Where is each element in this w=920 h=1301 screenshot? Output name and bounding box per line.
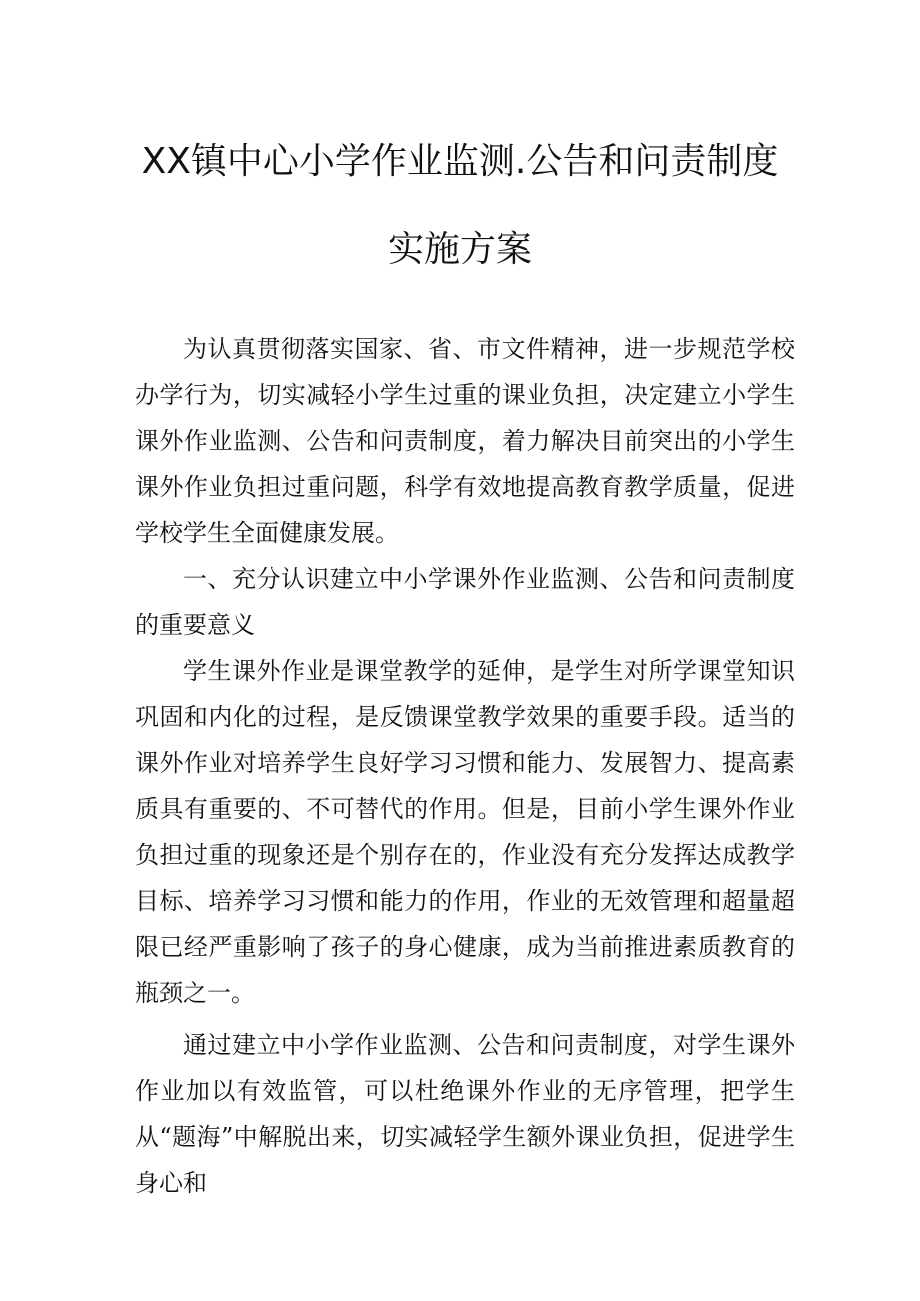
document-title-line-2: 实施方案 (387, 229, 532, 270)
paragraph-intro: 为认真贯彻落实国家、省、市文件精神，进一步规范学校办学行为，切实减轻小学生过重的课业负担，决定建立小学生课外作业监测、公告和问责制度，着力解决目前突出的小学生课外作业负担过重问题，科学有效地提高教育教学质量，促进学校学生全面健康发展。 (135, 335, 795, 547)
paragraph-measures: 通过建立中小学作业监测、公告和问责制度，对学生课外作业加以有效监管，可以杜绝课外作业的无序管理，把学生从“题海”中解脱出来，切实减轻学生额外课业负担，促进学生身心和 (135, 1031, 795, 1197)
document-title-line-1: XX镇中心小学作业监测.公告和问责制度 (141, 141, 779, 182)
document-body (135, 326, 795, 1206)
paragraph-significance: 学生课外作业是课堂教学的延伸，是学生对所学课堂知识巩固和内化的过程，是反馈课堂教学效果的重要手段。适当的课外作业对培养学生良好学习习惯和能力、发展智力、提高素质具有重要的、不可替代的作用。但是，目前小学生课外作业负担过重的现象还是个别存在的，作业没有充分发挥达成教学目标、培养学习习惯和能力的作用，作业的无效管理和超量超限已经严重影响了孩子的身心健康，成为当前推进素质教育的瓶颈之一。 (135, 657, 795, 1007)
section-heading-1: 一、充分认识建立中小学课外作业监测、公告和问责制度的重要意义 (135, 565, 795, 639)
